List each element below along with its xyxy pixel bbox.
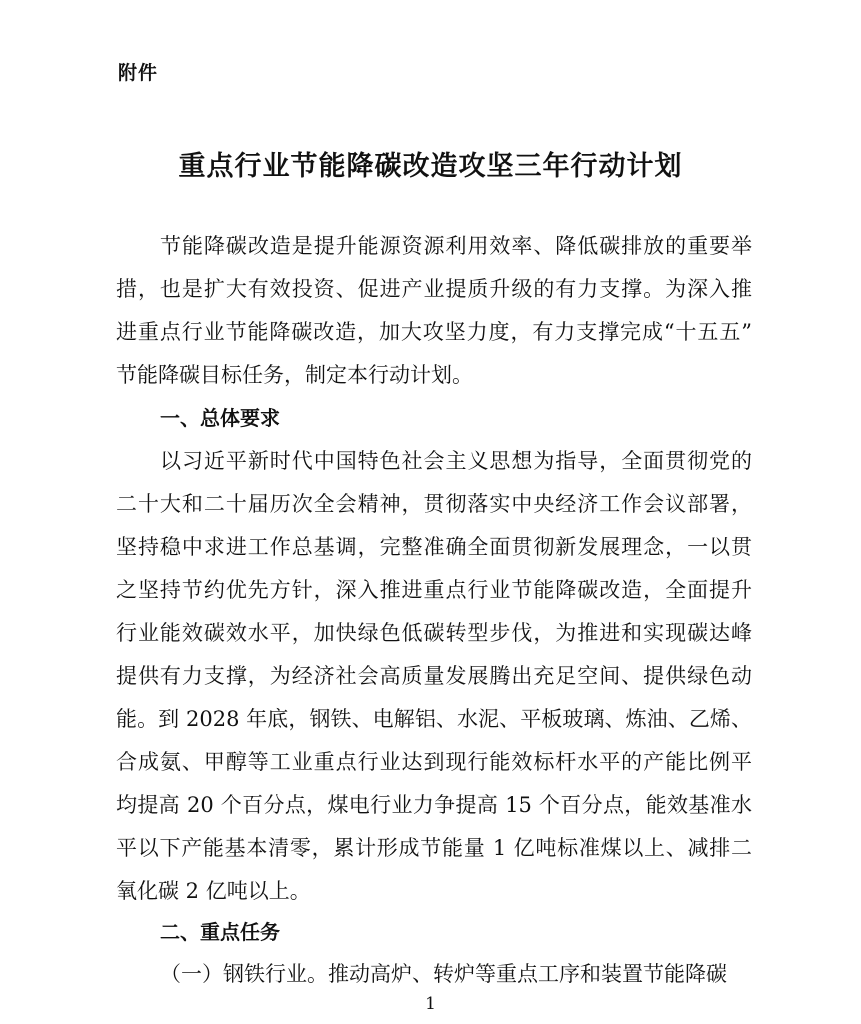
task-line (160, 958, 752, 988)
body-line: 合成氨、甲醇等工业重点行业达到现行能效标杆水平的产能比例平 (116, 750, 752, 774)
body-line: 平以下产能基本清零，累计形成节能量 1 亿吨标准煤以上、减排二 (116, 836, 752, 860)
task-label: （一）钢铁行业。 (160, 962, 328, 986)
body-line: 氧化碳 2 亿吨以上。 (116, 879, 311, 903)
body-line: 二十大和二十届历次全会精神，贯彻落实中央经济工作会议部署， (116, 492, 752, 516)
intro-line: 措，也是扩大有效投资、促进产业提质升级的有力支撑。为深入推 (116, 277, 752, 301)
body-line: 均提高 20 个百分点，煤电行业力争提高 15 个百分点，能效基准水 (116, 793, 752, 817)
page-number: 1 (425, 994, 436, 1014)
body-line: 以习近平新时代中国特色社会主义思想为指导，全面贯彻党的 (160, 449, 752, 473)
task-text: 推动高炉、转炉等重点工序和装置节能降碳 (328, 962, 727, 986)
body-line: 提供有力支撑，为经济社会高质量发展腾出充足空间、提供绿色动 (116, 664, 752, 688)
body-line: 行业能效碳效水平，加快绿色低碳转型步伐，为推进和实现碳达峰 (116, 621, 752, 645)
document-title: 重点行业节能降碳改造攻坚三年行动计划 (178, 151, 683, 182)
intro-line: 节能降碳目标任务，制定本行动计划。 (116, 363, 473, 387)
section-heading-key-tasks: 二、重点任务 (160, 920, 280, 944)
intro-line: 节能降碳改造是提升能源资源利用效率、降低碳排放的重要举 (160, 234, 752, 258)
attachment-label: 附件 (118, 62, 159, 84)
section-heading-overall-requirements: 一、总体要求 (160, 406, 280, 430)
body-line: 能。到 2028 年底，钢铁、电解铝、水泥、平板玻璃、炼油、乙烯、 (116, 707, 752, 731)
body-line: 坚持稳中求进工作总基调，完整准确全面贯彻新发展理念，一以贯 (116, 535, 752, 559)
body-line: 之坚持节约优先方针，深入推进重点行业节能降碳改造，全面提升 (116, 578, 752, 602)
intro-line: 进重点行业节能降碳改造，加大攻坚力度，有力支撑完成“十五五” (116, 320, 752, 344)
